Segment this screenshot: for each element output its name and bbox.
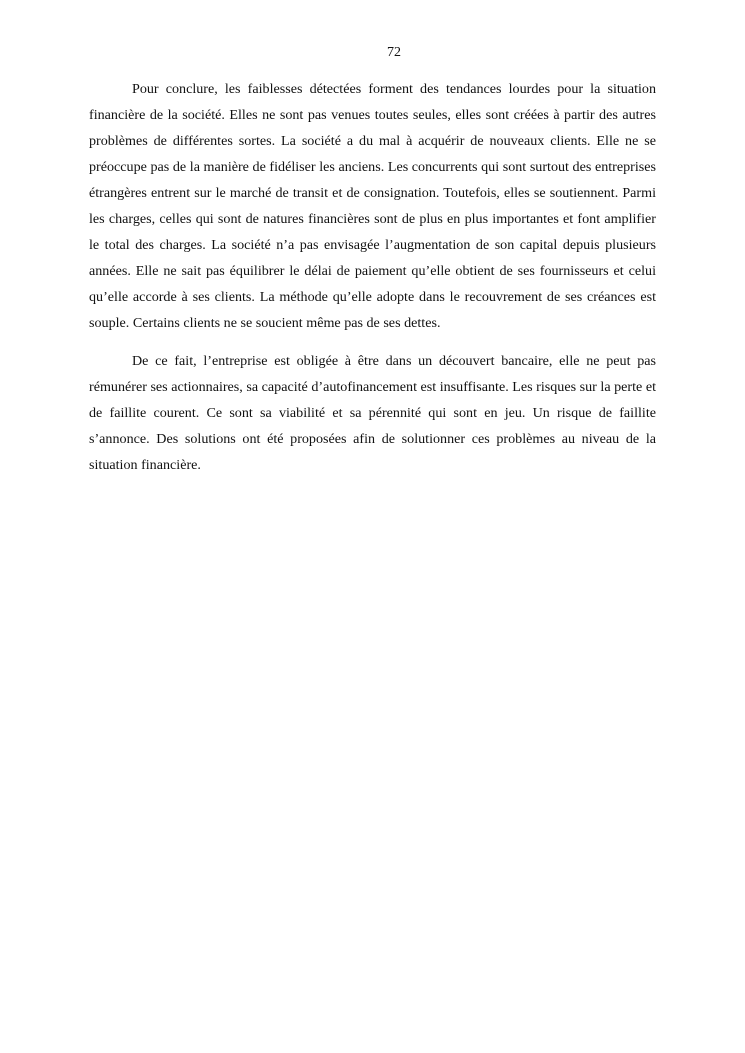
- body-text: [89, 76, 656, 478]
- page-number: 72: [387, 45, 401, 60]
- paragraph-conclusion: Pour conclure, les faiblesses détectées forment des tendances lourdes pour la situation financière de la société. Elles ne sont pas venues toutes seules, elles sont créées à partir des autres problèmes de différentes sortes. La société a du mal à acquérir de nouveaux clients. Elle ne se préoccupe pas de la manière de fidéliser les anciens. Les concurrents qui sont surtout des entreprises étrangères entrent sur le marché de transit et de consignation. Toutefois, elles se soutiennent. Parmi les charges, celles qui sont de natures financières sont de plus en plus importantes et font amplifier le total des charges. La société n’a pas envisagée l’augmentation de son capital depuis plusieurs années. Elle ne sait pas équilibrer le délai de paiement qu’elle obtient de ses fournisseurs et celui qu’elle accorde à ses clients. La méthode qu’elle adopte dans le recouvrement de ses créances est souple. Certains clients ne se soucient même pas de ses dettes.: [89, 81, 656, 331]
- paragraph-consequences: De ce fait, l’entreprise est obligée à être dans un découvert bancaire, elle ne peut pas rémunérer ses actionnaires, sa capacité d’autofinancement est insuffisante. Les risques sur la perte et de faillite courent. Ce sont sa viabilité et sa pérennité qui sont en jeu. Un risque de faillite s’annonce. Des solutions ont été proposées afin de solutionner ces problèmes au niveau de la situation financière.: [89, 353, 656, 473]
